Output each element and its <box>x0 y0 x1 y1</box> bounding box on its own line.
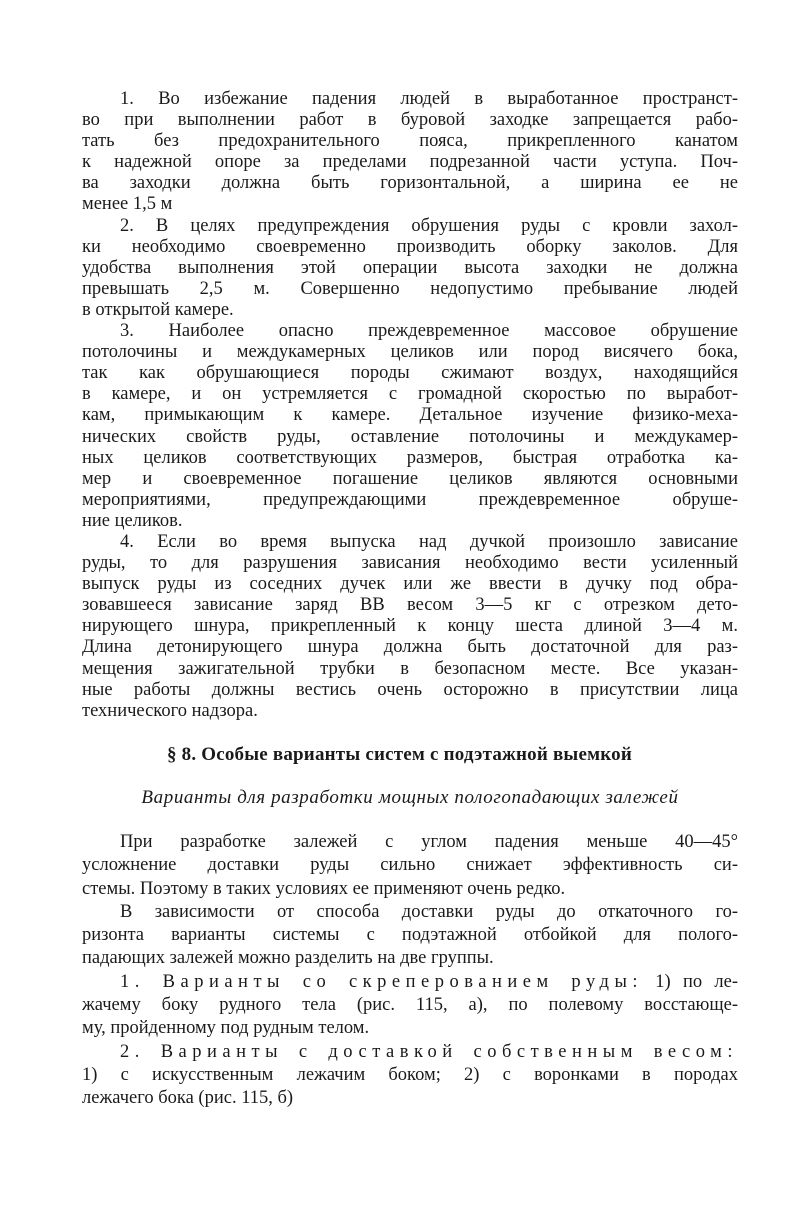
text-block-safety-rules <box>82 89 738 722</box>
text-line: в открытой камере. <box>82 299 234 320</box>
text-line: менее 1,5 м <box>82 194 173 215</box>
line-rest: 1) по ле- <box>643 971 738 992</box>
section-subtitle: Варианты для разработки мощных пологопадающих залежей <box>141 787 679 808</box>
text-line: выпуск руды из соседних дучек или же ввести в дучку под обра- <box>82 574 738 595</box>
paragraph <box>82 901 738 971</box>
text-line: ризонта варианты системы с подэтажной отбойкой для полого- <box>82 925 738 946</box>
text-line: удобства выполнения этой операции высота заходки не должна <box>82 257 738 278</box>
paragraph <box>82 971 738 1041</box>
text-line: 3. Наиболее опасно преждевременное массовое обрушение <box>120 321 738 342</box>
text-line: 1) с искусственным лежачим боком; 2) с воронками в породах <box>82 1064 738 1085</box>
text-line: тать без предохранительного пояса, прикрепленного канатом <box>82 131 738 152</box>
section-heading: § 8. Особые варианты систем с подэтажной выемкой <box>167 744 632 765</box>
text-line: нических свойств руды, оставление потолочины и междукамер- <box>82 426 738 447</box>
text-line: ва заходки должна быть горизонтальной, а ширина ее не <box>82 173 738 194</box>
text-line: превышать 2,5 м. Совершенно недопустимо пребывание людей <box>82 278 738 299</box>
text-line: технического надзора. <box>82 700 258 721</box>
text-line: нирующего шнура, прикрепленный к концу шеста длиной 3—4 м. <box>82 616 738 637</box>
text-line: При разработке залежей с углом падения меньше 40—45° <box>120 832 738 852</box>
text-line: во при выполнении работ в буровой заходке запрещается рабо- <box>82 110 738 131</box>
text-block-variants <box>82 831 738 1111</box>
text-line: падающих залежей можно разделить на две группы. <box>82 948 494 969</box>
text-line: 4. Если во время выпуска над дучкой произошло зависание <box>120 531 738 552</box>
text-line: зовавшееся зависание заряд ВВ весом 3—5 кг с отрезком дето- <box>82 595 738 616</box>
text-line: ние целиков. <box>82 510 183 531</box>
text-line <box>82 971 738 994</box>
text-line: Длина детонирующего шнура должна быть достаточной для раз- <box>82 637 738 658</box>
text-line: 1. Во избежание падения людей в выработанное пространст- <box>120 89 738 109</box>
text-line: усложнение доставки руды сильно снижает эффективность си- <box>82 855 738 876</box>
spaced-emphasis: 2. Варианты с доставкой собственным весом: <box>120 1041 738 1062</box>
paragraph <box>82 89 738 216</box>
text-line: мещения зажигательной трубки в безопасном месте. Все указан- <box>82 658 738 679</box>
text-line: лежачего бока (рис. 115, б) <box>82 1088 294 1109</box>
text-line: потолочины и междукамерных целиков или пород висячего бока, <box>82 342 738 363</box>
text-line: к надежной опоре за пределами подрезанной части уступа. Поч- <box>82 152 738 173</box>
text-line: 2. В целях предупреждения обрушения руды с кровли захол- <box>120 215 738 236</box>
paragraph <box>82 216 738 321</box>
text-line: мер и своевременное погашение целиков являются основными <box>82 468 738 489</box>
spaced-emphasis: 1. Варианты со скреперованием руды: <box>120 971 644 992</box>
paragraph <box>82 1041 738 1111</box>
text-line: так как обрушающиеся породы сжимают воздух, находящийся <box>82 363 738 384</box>
text-line: кам, примыкающим к камере. Детальное изучение физико-меха- <box>82 405 738 426</box>
text-line: жачему боку рудного тела (рис. 115, а), по полевому восстающе- <box>82 995 738 1016</box>
text-line <box>82 1041 738 1064</box>
text-line: стемы. Поэтому в таких условиях ее применяют очень редко. <box>82 878 566 899</box>
text-line: в камере, и он устремляется с громадной скоростью по выработ- <box>82 384 738 405</box>
paragraph <box>82 831 738 901</box>
text-line: му, пройденному под рудным телом. <box>82 1018 370 1039</box>
text-line: руды, то для разрушения зависания необходимо вести усиленный <box>82 553 738 574</box>
text-line: мероприятиями, предупреждающими преждевременное обруше- <box>82 489 738 510</box>
text-line: ки необходимо своевременно производить оборку заколов. Для <box>82 236 738 257</box>
text-line: В зависимости от способа доставки руды до откаточного го- <box>120 901 738 922</box>
paragraph <box>82 321 738 532</box>
text-line: ные работы должны вестись очень осторожно в присутствии лица <box>82 679 738 700</box>
paragraph <box>82 532 738 722</box>
text-line: ных целиков соответствующих размеров, быстрая отработка ка- <box>82 447 738 468</box>
